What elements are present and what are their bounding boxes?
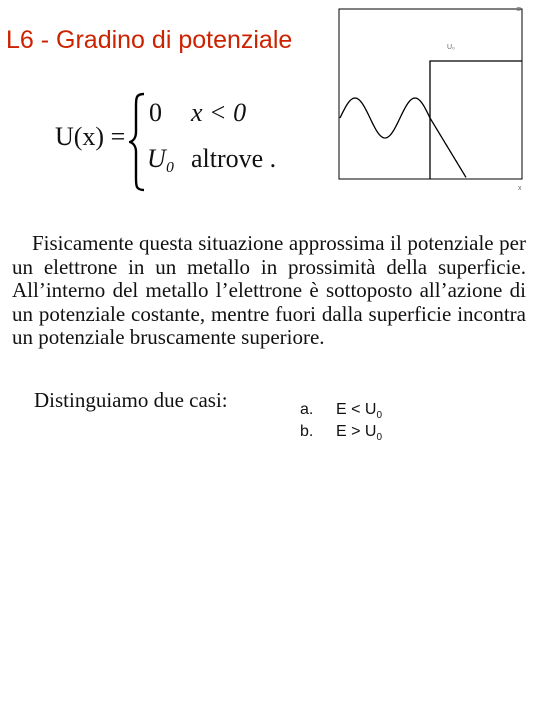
x-axis-label: x [518,185,522,192]
case-item-b [300,423,382,443]
wavefunction-curve [340,98,466,177]
potential-step-line [430,61,522,179]
formula-row-2-condition: altrove . [191,144,277,173]
step-height-label: U₀ [447,44,455,51]
case-marker-a: a. [300,401,314,418]
figure-corner-mark: ⊃ [516,6,522,13]
slide-title: L6 - Gradino di potenziale [6,26,293,54]
case-marker-b: b. [300,423,314,440]
formula-lhs: U(x) = [55,122,126,151]
case-subscript-b: 0 [376,432,383,444]
case-text-a: E < U [336,401,377,418]
potential-formula [55,92,285,192]
left-brace [129,92,147,192]
potential-step-diagram [330,0,530,200]
case-subscript-a: 0 [376,410,383,422]
formula-row-1-value: 0 [149,98,162,127]
formula-row-2-value: U₀ [147,144,175,173]
potential-step-figure [330,0,530,200]
description-paragraph: Fisicamente questa situazione approssima il potenziale per un elettrone in un metallo in prossimità della superficie. All’interno del metallo l’elettrone è sottoposto all’azione di un potenziale costante, mentre fuori dalla superficie incontra un potenziale bruscamente superiore. [12,231,526,349]
case-item-a [300,401,382,421]
case-text-b: E > U [336,423,377,440]
cases-intro: Distinguiamo due casi: [34,388,228,412]
formula-row-1-condition: x < 0 [191,98,247,127]
